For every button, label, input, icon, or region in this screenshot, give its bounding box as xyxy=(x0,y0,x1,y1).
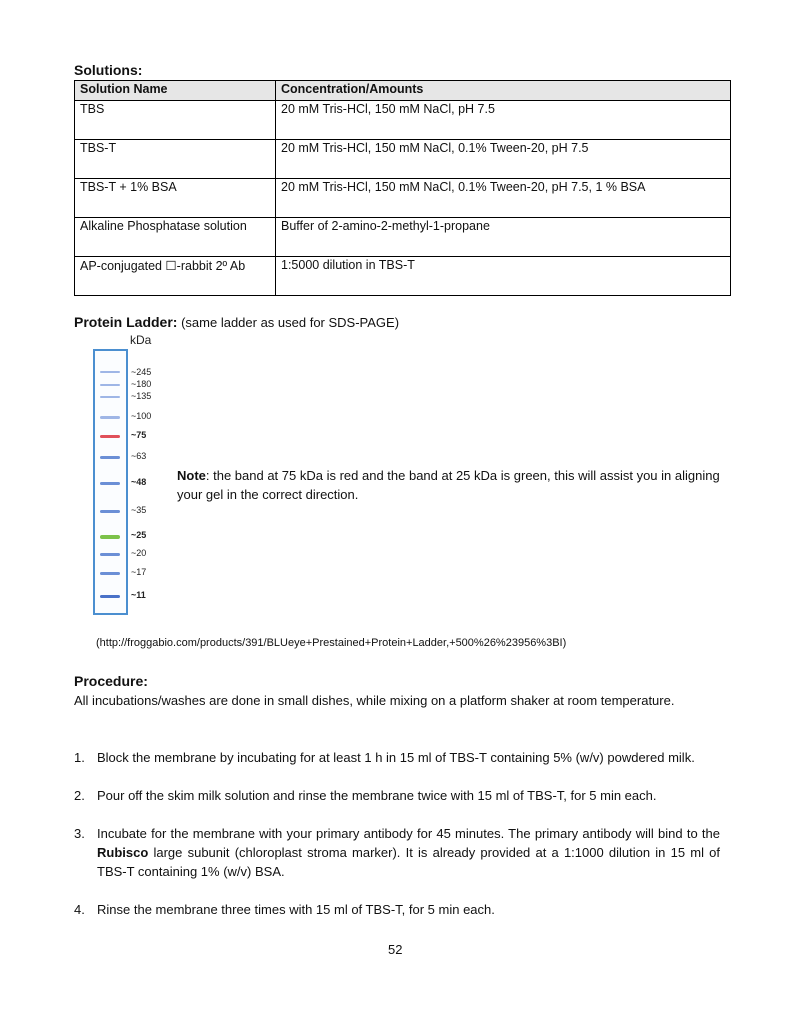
ladder-unit-label: kDa xyxy=(130,333,152,347)
ladder-band xyxy=(100,371,120,373)
procedure-step xyxy=(74,824,720,881)
step-number: 4. xyxy=(74,902,85,917)
step-text-b: large subunit (chloroplast stroma marker). It is already provided at a 1:1000 dilution in 15 ml of TBS-T containing 1% (w/v) BSA. xyxy=(97,845,720,879)
marker-label: ~35 xyxy=(131,505,147,515)
table-row xyxy=(75,257,731,296)
column-header-concentration: Concentration/Amounts xyxy=(276,81,731,101)
ladder-subtitle: (same ladder as used for SDS-PAGE) xyxy=(181,315,400,330)
ladder-note xyxy=(177,466,725,504)
ladder-band xyxy=(100,572,120,575)
procedure-intro: All incubations/washes are done in small dishes, while mixing on a platform shaker at room temperature. xyxy=(74,693,675,708)
concentration-cell: 20 mM Tris-HCl, 150 mM NaCl, 0.1% Tween-20, pH 7.5 xyxy=(276,140,731,179)
ladder-band xyxy=(100,595,120,598)
ladder-band xyxy=(100,482,120,485)
ladder-band xyxy=(100,456,120,459)
marker-label: ~180 xyxy=(131,379,152,389)
step-number: 2. xyxy=(74,788,85,803)
procedure-step xyxy=(74,748,720,767)
solution-name-cell: AP-conjugated ☐-rabbit 2º Ab xyxy=(75,257,276,296)
marker-label: ~63 xyxy=(131,451,147,461)
step-text: Rinse the membrane three times with 15 ml of TBS-T, for 5 min each. xyxy=(97,902,495,917)
step-bold-term: Rubisco xyxy=(97,845,149,860)
solutions-title: Solutions: xyxy=(74,62,143,78)
concentration-cell: 20 mM Tris-HCl, 150 mM NaCl, pH 7.5 xyxy=(276,101,731,140)
step-text: Pour off the skim milk solution and rinse the membrane twice with 15 ml of TBS-T, for 5 min each. xyxy=(97,788,657,803)
ladder-band xyxy=(100,396,120,398)
ladder-band xyxy=(100,384,120,386)
table-row xyxy=(75,179,731,218)
table-row xyxy=(75,140,731,179)
solutions-table xyxy=(74,80,731,296)
procedure-step xyxy=(74,900,720,919)
step-text: Block the membrane by incubating for at least 1 h in 15 ml of TBS-T containing 5% (w/v) powdered milk. xyxy=(97,750,695,765)
solution-name-cell: TBS xyxy=(75,101,276,140)
marker-label: ~245 xyxy=(131,367,152,377)
marker-label: ~25 xyxy=(131,530,147,540)
marker-label: ~20 xyxy=(131,548,147,558)
solution-name-cell: TBS-T + 1% BSA xyxy=(75,179,276,218)
concentration-cell: Buffer of 2-amino-2-methyl-1-propane xyxy=(276,218,731,257)
step-number: 1. xyxy=(74,750,85,765)
ladder-band-green xyxy=(100,535,120,539)
ladder-gel-image xyxy=(93,349,128,615)
ladder-title: Protein Ladder: xyxy=(74,314,178,330)
table-header-row xyxy=(75,81,731,101)
marker-label: ~100 xyxy=(131,411,152,421)
solution-name-cell: TBS-T xyxy=(75,140,276,179)
ladder-band xyxy=(100,510,120,513)
marker-label: ~48 xyxy=(131,477,147,487)
marker-label: ~11 xyxy=(131,590,146,600)
ladder-source-url: (http://froggabio.com/products/391/BLUeye+Prestained+Protein+Ladder,+500%26%23956%3BI) xyxy=(96,637,567,649)
marker-label: ~17 xyxy=(131,567,147,577)
column-header-solution-name: Solution Name xyxy=(75,81,276,101)
procedure-steps xyxy=(74,748,720,919)
procedure-step xyxy=(74,786,720,805)
table-row xyxy=(75,101,731,140)
step-text-a: Incubate for the membrane with your primary antibody for 45 minutes. The primary antibody will bind to the xyxy=(97,826,720,841)
concentration-cell: 20 mM Tris-HCl, 150 mM NaCl, 0.1% Tween-20, pH 7.5, 1 % BSA xyxy=(276,179,731,218)
ladder-band-red xyxy=(100,435,120,438)
marker-label: ~135 xyxy=(131,391,152,401)
ladder-heading xyxy=(74,314,399,330)
concentration-cell: 1:5000 dilution in TBS-T xyxy=(276,257,731,296)
step-number: 3. xyxy=(74,826,85,841)
ladder-band xyxy=(100,416,120,419)
table-row xyxy=(75,218,731,257)
note-text: : the band at 75 kDa is red and the band at 25 kDa is green, this will assist you in aligning your gel in the correct direction. xyxy=(177,468,720,502)
note-label: Note xyxy=(177,468,206,483)
solution-name-cell: Alkaline Phosphatase solution xyxy=(75,218,276,257)
ladder-band xyxy=(100,553,120,556)
marker-label: ~75 xyxy=(131,430,147,440)
page-number: 52 xyxy=(388,942,403,957)
procedure-title: Procedure: xyxy=(74,673,148,689)
